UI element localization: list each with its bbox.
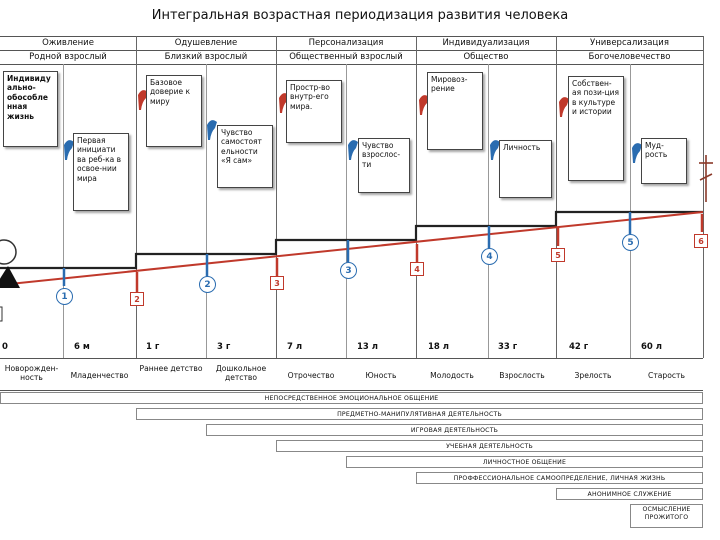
period-header: Индивидуализация — [442, 38, 530, 48]
stage-name: Зрелость — [574, 371, 612, 380]
page-title: Интегральная возрастная периодизация развития человека — [151, 8, 569, 23]
blue-marker: 3 — [340, 262, 357, 279]
red-marker: 4 — [410, 262, 424, 276]
age-label: 60 л — [641, 342, 663, 352]
stage-name: Дошкольное детство — [215, 364, 267, 382]
age-label: 6 м — [74, 342, 90, 352]
period-adult: Близкий взрослый — [164, 52, 248, 62]
activity-bar: ПРЕДМЕТНО-МАНИПУЛЯТИВНАЯ ДЕЯТЕЛЬНОСТЬ — [136, 408, 703, 420]
note-box: Собствен-ая пози-ция в культуре и истории — [568, 76, 624, 181]
period-adult: Богочеловечество — [588, 52, 671, 62]
period-header: Одушевление — [174, 38, 238, 48]
age-label: 0 — [2, 342, 8, 352]
age-label: 13 л — [357, 342, 379, 352]
cross-icon — [699, 155, 713, 202]
note-box: Чувство самостоят ельности «Я сам» — [217, 125, 273, 188]
stage-name: Молодость — [430, 371, 474, 380]
blue-marker: 5 — [622, 234, 639, 251]
note-box: Первая инициати ва реб-ка в освое-нии мира — [73, 133, 129, 211]
note-box: Индивиду альнo-обособле нная жизнь — [3, 71, 58, 147]
blue-marker: 1 — [56, 288, 73, 305]
stage-name: Младенчество — [70, 371, 129, 380]
age-label: 7 л — [287, 342, 303, 352]
age-label: 42 г — [569, 342, 589, 352]
period-adult: Родной взрослый — [29, 52, 107, 62]
blue-marker: 2 — [199, 276, 216, 293]
stage-name: Старость — [648, 371, 685, 380]
note-box: Мировоз-рение — [427, 72, 483, 150]
activity-bar: ОСМЫСЛЕНИЕ ПРОЖИТОГО — [630, 504, 703, 528]
blue-marker: 4 — [481, 248, 498, 265]
red-marker: 3 — [270, 276, 284, 290]
note-box: Муд-рость — [641, 138, 687, 184]
blue-hand-icon — [207, 120, 217, 140]
period-header: Оживление — [42, 38, 94, 48]
age-label: 1 г — [146, 342, 160, 352]
activity-bar: УЧЕБНАЯ ДЕЯТЕЛЬНОСТЬ — [276, 440, 703, 452]
period-header: Универсализация — [590, 38, 669, 48]
stage-name: Раннее детство — [139, 364, 203, 373]
stage-name: Юность — [365, 371, 397, 380]
note-box: Простр-во внутр-его мира. — [286, 80, 342, 143]
activity-bar: НЕПОСРЕДСТВЕННОЕ ЭМОЦИОНАЛЬНОЕ ОБЩЕНИЕ — [0, 392, 703, 404]
note-box: Личность — [499, 140, 552, 198]
stage-name: Новорожден-ность — [4, 364, 59, 382]
note-box: Чувство взрослос-ти — [358, 138, 410, 193]
person-icon — [0, 240, 20, 321]
stage-name: Взрослость — [499, 371, 545, 380]
activity-bar: ПРОФФЕССИОНАЛЬНОЕ САМООПРЕДЕЛЕНИЕ, ЛИЧНАЯ ЖИЗНЬ — [416, 472, 703, 484]
period-adult: Общественный взрослый — [289, 52, 403, 62]
age-label: 33 г — [498, 342, 518, 352]
age-label: 18 л — [428, 342, 450, 352]
activity-bar: ЛИЧНОСТНОЕ ОБЩЕНИЕ — [346, 456, 703, 468]
stage-name: Отрочество — [287, 371, 335, 380]
blue-hand-icon — [348, 140, 358, 160]
activity-bar: ИГРОВАЯ ДЕЯТЕЛЬНОСТЬ — [206, 424, 703, 436]
red-marker: 2 — [130, 292, 144, 306]
red-marker: 5 — [551, 248, 565, 262]
note-box: Базовое доверие к миру — [146, 75, 202, 147]
age-label: 3 г — [217, 342, 231, 352]
red-marker: 6 — [694, 234, 708, 248]
period-adult: Общество — [463, 52, 509, 62]
period-header: Персонализация — [308, 38, 384, 48]
activity-bar: АНОНИМНОЕ СЛУЖЕНИЕ — [556, 488, 703, 500]
